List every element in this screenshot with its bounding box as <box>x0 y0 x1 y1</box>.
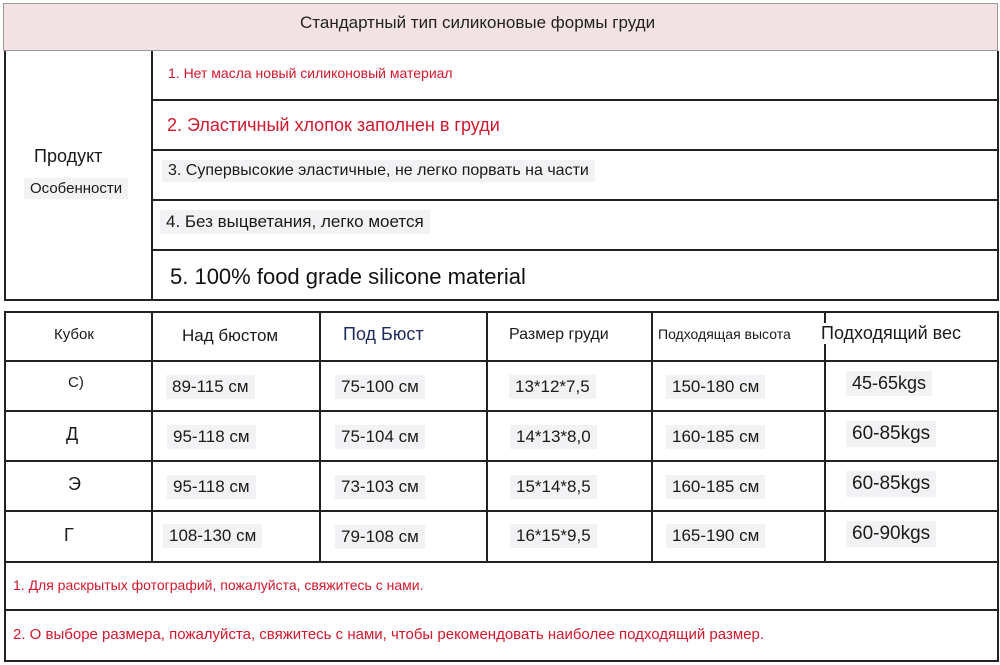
header-under-bust: Под Бюст <box>343 324 424 344</box>
feature-rule-1 <box>151 99 998 101</box>
feature-item-3: 3. Супервысокие эластичные, не легко порвать на части <box>162 160 595 182</box>
row2-breast-size: 14*13*8,0 <box>510 425 597 449</box>
row1-weight: 45-65kgs <box>846 371 932 396</box>
row1-cup: С) <box>68 374 84 391</box>
table-border-top <box>4 311 999 313</box>
row2-weight: 60-85kgs <box>846 421 936 447</box>
table-border-bottom <box>4 660 999 662</box>
row1-over-bust: 89-115 см <box>166 375 255 399</box>
feature-border-bottom <box>4 299 999 301</box>
row3-breast-size: 15*14*8,5 <box>510 475 597 499</box>
header-over-bust: Над бюстом <box>182 326 279 345</box>
row3-over-bust: 95-118 см <box>167 475 256 499</box>
row2-over-bust: 95-118 см <box>167 425 256 449</box>
note-1: 1. Для раскрытых фотографий, пожалуйста, свяжитесь с нами. <box>13 577 424 593</box>
feature-border-left <box>4 51 6 300</box>
row4-height: 165-190 см <box>666 524 765 548</box>
row1-under-bust: 75-100 см <box>335 375 425 399</box>
row3-under-bust: 73-103 см <box>335 475 425 499</box>
feature-border-right <box>997 51 999 300</box>
header-weight: Подходящий вес <box>821 323 962 343</box>
feature-rule-3 <box>151 199 998 201</box>
table-col-left <box>4 311 6 662</box>
feature-rule-4 <box>151 249 998 251</box>
row2-height: 160-185 см <box>666 425 765 449</box>
table-col-1 <box>151 311 153 562</box>
row4-weight: 60-90kgs <box>846 521 936 547</box>
features-label-line2: Особенности <box>24 178 128 199</box>
feature-item-2: 2. Эластичный хлопок заполнен в груди <box>167 115 500 135</box>
feature-item-5: 5. 100% food grade silicone material <box>170 264 526 289</box>
table-rule-row4 <box>4 561 999 563</box>
row1-height: 150-180 см <box>666 375 765 399</box>
row4-over-bust: 108-130 см <box>163 524 262 548</box>
table-rule-notes <box>4 609 999 611</box>
row1-breast-size: 13*12*7,5 <box>509 375 596 399</box>
table-col-right <box>997 311 999 662</box>
feature-item-1: 1. Нет масла новый силиконовый материал <box>168 65 453 81</box>
table-col-4 <box>651 311 653 562</box>
header-height: Подходящая высота <box>658 326 791 342</box>
header-breast-size: Размер груди <box>509 326 609 343</box>
row3-weight: 60-85kgs <box>846 471 936 497</box>
table-rule-header <box>4 360 999 362</box>
table-rule-row3 <box>4 510 999 512</box>
table-rule-row1 <box>4 410 999 412</box>
row3-cup: Э <box>68 474 81 494</box>
feature-rule-2 <box>151 149 998 151</box>
feature-item-4: 4. Без выцветания, легко моется <box>160 210 430 234</box>
row4-breast-size: 16*15*9,5 <box>510 524 597 548</box>
row2-cup: Д <box>66 424 79 444</box>
note-2: 2. О выборе размера, пожалуйста, свяжитесь с нами, чтобы рекомендовать наиболее подходящий размер. <box>13 626 764 643</box>
table-col-5 <box>824 311 826 562</box>
table-rule-row2 <box>4 460 999 462</box>
table-col-2 <box>319 311 321 562</box>
feature-border-divider <box>151 51 153 300</box>
row4-cup: Г <box>64 525 74 545</box>
table-col-3 <box>486 311 488 562</box>
header-cup: Кубок <box>54 326 94 343</box>
row3-height: 160-185 см <box>666 475 765 499</box>
features-label-line1: Продукт <box>34 146 103 166</box>
row2-under-bust: 75-104 см <box>335 425 425 449</box>
row4-under-bust: 79-108 см <box>335 525 425 549</box>
page-title: Стандартный тип силиконовые формы груди <box>300 13 656 32</box>
